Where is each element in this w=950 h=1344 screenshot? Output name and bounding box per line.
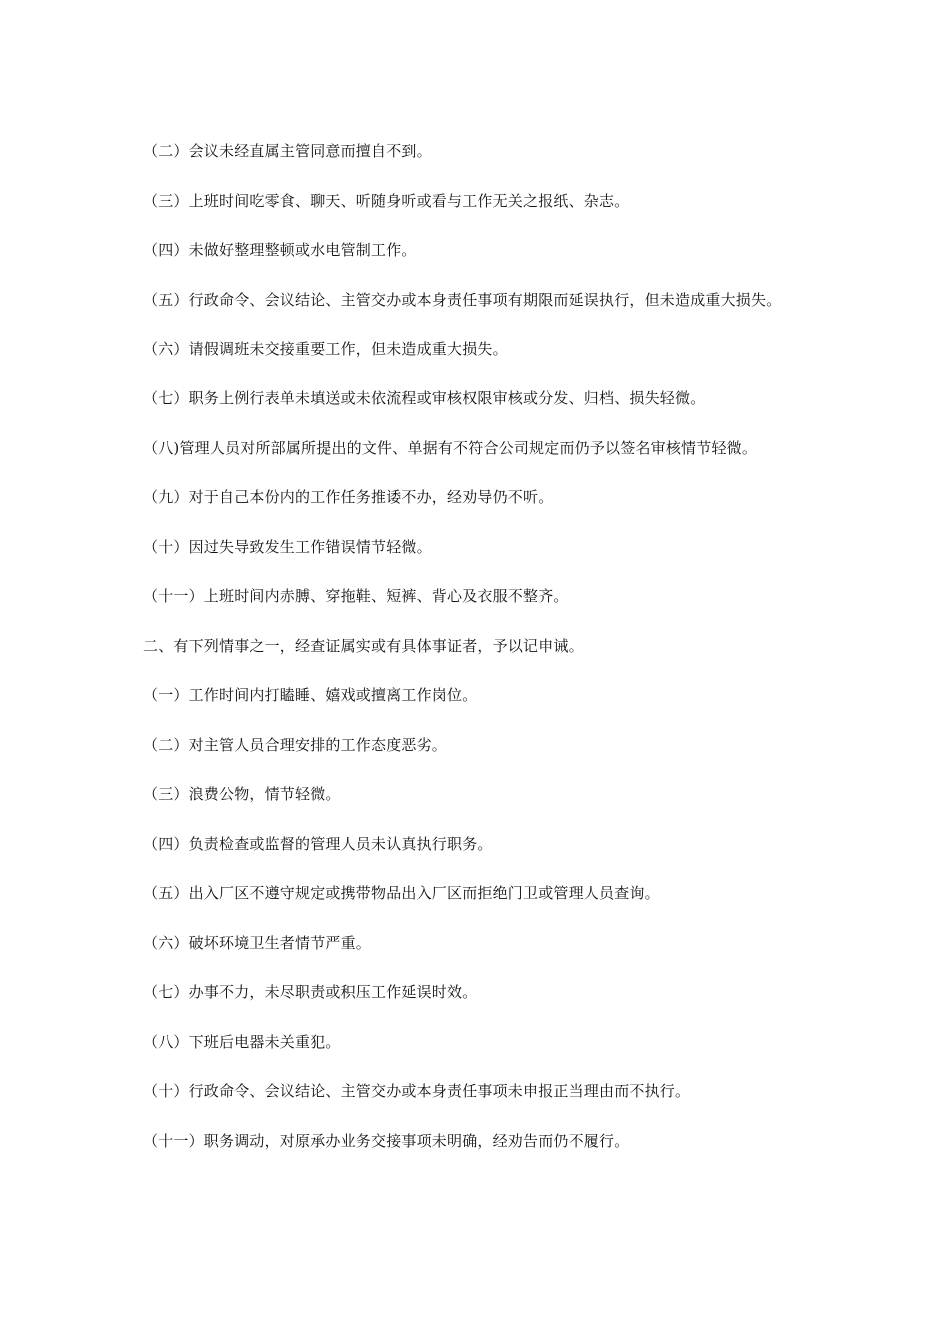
paragraph: （八)管理人员对所部属所提出的文件、单据有不符合公司规定而仍予以签名审核情节轻微。 [143, 438, 758, 457]
paragraph: （八）下班后电器未关重犯。 [143, 1032, 341, 1051]
paragraph: （一）工作时间内打瞌睡、嬉戏或擅离工作岗位。 [143, 686, 478, 704]
paragraph: （七）办事不力，未尽职责或积压工作延误时效。 [143, 983, 478, 1001]
paragraph: （十一）上班时间内赤膊、穿拖鞋、短裤、背心及衣服不整齐。 [143, 587, 569, 605]
section-heading: 二、有下列情事之一，经查证属实或有具体事证者，予以记申诫。 [143, 636, 584, 655]
paragraph: （九）对于自己本份内的工作任务推诿不办，经劝导仍不听。 [143, 488, 554, 506]
paragraph: （五）出入厂区不遵守规定或携带物品出入厂区而拒绝门卫或管理人员查询。 [143, 884, 660, 902]
document-body [143, 141, 815, 1180]
paragraph: （十一）职务调动，对原承办业务交接事项未明确，经劝告而仍不履行。 [143, 1131, 630, 1150]
paragraph: （十）因过失导致发生工作错误情节轻微。 [143, 537, 432, 556]
paragraph: （三）浪费公物，情节轻微。 [143, 785, 341, 803]
paragraph: （六）破坏环境卫生者情节严重。 [143, 933, 372, 952]
paragraph: （五）行政命令、会议结论、主管交办或本身责任事项有期限而延误执行，但未造成重大损失。 [143, 290, 782, 309]
paragraph: （三）上班时间吃零食、聊天、听随身听或看与工作无关之报纸、杂志。 [143, 191, 630, 210]
paragraph: （十）行政命令、会议结论、主管交办或本身责任事项未申报正当理由而不执行。 [143, 1082, 691, 1100]
paragraph: （二）对主管人员合理安排的工作态度恶劣。 [143, 735, 448, 754]
paragraph: （二）会议未经直属主管同意而擅自不到。 [143, 142, 432, 160]
paragraph: （七）职务上例行表单未填送或未依流程或审核权限审核或分发、归档、损失轻微。 [143, 389, 706, 407]
paragraph: （四）未做好整理整顿或水电管制工作。 [143, 241, 417, 259]
paragraph: （四）负责检查或监督的管理人员未认真执行职务。 [143, 834, 493, 853]
paragraph: （六）请假调班未交接重要工作，但未造成重大损失。 [143, 339, 508, 358]
